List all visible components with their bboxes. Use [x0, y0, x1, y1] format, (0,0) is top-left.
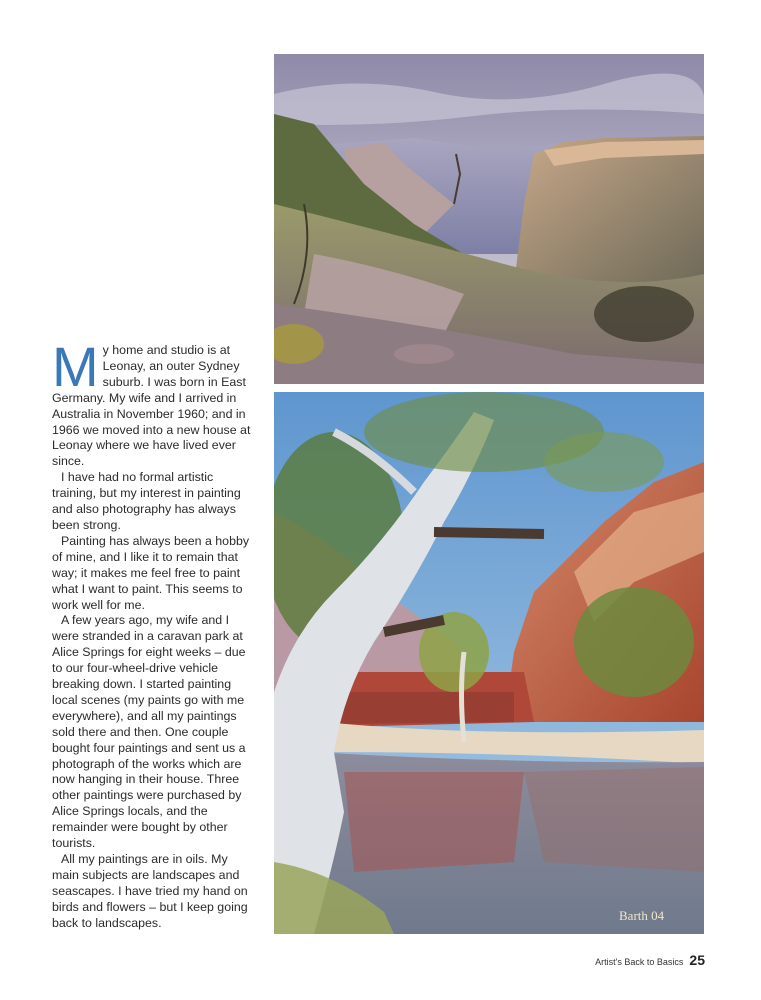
paragraph-1: My home and studio is at Leonay, an outer Sydney suburb. I was born in East Germany. My wife and I arrived in Australia in November 1960; and in 1966 we moved into a new house at Leonay where we have lived ever since.: [52, 335, 251, 469]
publication-name: Artist's Back to Basics: [595, 957, 684, 967]
painting-mountain-valley: [274, 54, 704, 384]
painting-signature: Barth 04: [619, 908, 665, 923]
paragraph-3: Painting has always been a hobby of mine, and I like it to remain that way; it makes me feel free to paint what I want to paint. This seems to work well for me.: [52, 533, 250, 612]
paragraph-4: A few years ago, my wife and I were stranded in a caravan park at Alice Springs for eight weeks – due to our four-wheel-drive vehicle breaking down. I started painting local scenes (my paints go with me everywhere), and all my paintings sold there and then. One couple bought four paintings and sent us a photograph of the works which are now hanging in their house. Three other paintings were purchased by Alice Springs locals, and the remainder were bought by other tourists.: [52, 613, 246, 851]
painting-gorge-ghost-gum: [274, 392, 704, 934]
paragraph-5: All my paintings are in oils. My main subjects are landscapes and seascapes. I have tried my hand on birds and flowers – but I keep going back to landscapes.: [52, 852, 248, 930]
drop-cap: M: [52, 335, 99, 398]
article-text: [52, 335, 252, 932]
page-number: 25: [689, 952, 705, 968]
paragraph-2: I have had no formal artistic training, but my interest in painting and also photography has always been strong.: [52, 470, 241, 532]
page-footer: [595, 952, 705, 968]
